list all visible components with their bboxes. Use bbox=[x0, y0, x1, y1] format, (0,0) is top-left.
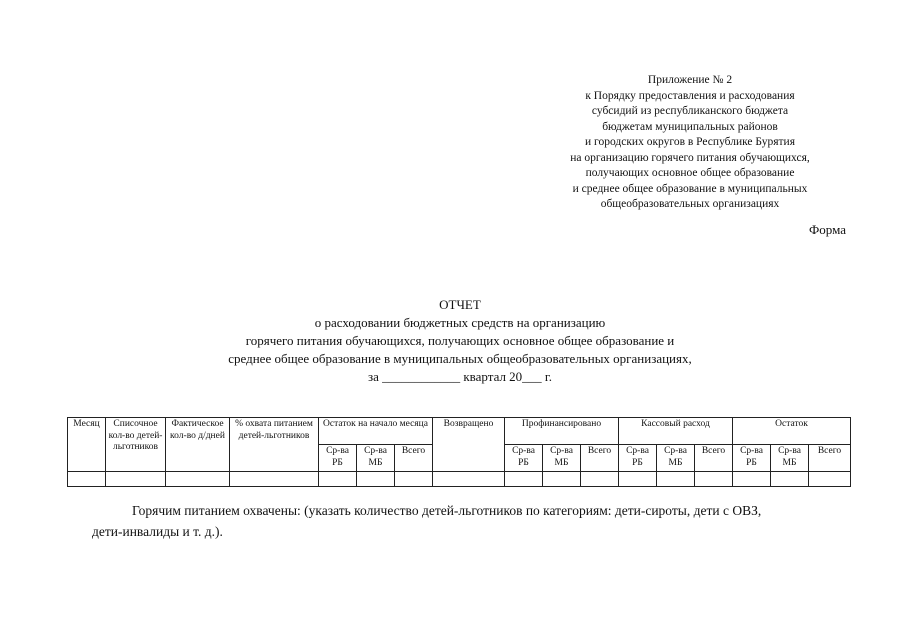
report-table bbox=[67, 417, 851, 487]
appendix-line: на организацию горячего питания обучающихся, bbox=[570, 151, 810, 164]
table-cell[interactable] bbox=[505, 472, 543, 487]
report-subtitle-line: среднее общее образование в муниципальных общеобразовательных организациях, bbox=[228, 351, 692, 366]
table-cell[interactable] bbox=[809, 472, 851, 487]
table-cell[interactable] bbox=[68, 472, 106, 487]
appendix-line: субсидий из республиканского бюджета bbox=[591, 105, 789, 117]
appendix-line: Приложение № 2 bbox=[647, 74, 733, 86]
header-balance-start: Остаток на начало месяца bbox=[319, 418, 433, 445]
header-month: Месяц bbox=[68, 418, 106, 472]
subheader-rb: Ср-ва РБ bbox=[505, 445, 543, 472]
header-balance: Остаток bbox=[733, 418, 851, 445]
subheader-rb: Ср-ва РБ bbox=[319, 445, 357, 472]
appendix-block bbox=[540, 73, 840, 213]
table-cell[interactable] bbox=[319, 472, 357, 487]
report-subtitle-line: горячего питания обучающихся, получающих основное общее образование и bbox=[245, 333, 675, 348]
table-cell[interactable] bbox=[581, 472, 619, 487]
subheader-total: Всего bbox=[395, 445, 433, 472]
table-cell[interactable] bbox=[733, 472, 771, 487]
table-cell[interactable] bbox=[433, 472, 505, 487]
subheader-total: Всего bbox=[809, 445, 851, 472]
subheader-mb: Ср-ва МБ bbox=[543, 445, 581, 472]
table-cell[interactable] bbox=[106, 472, 166, 487]
report-title-block bbox=[150, 296, 770, 386]
table-cell[interactable] bbox=[357, 472, 395, 487]
subheader-mb: Ср-ва МБ bbox=[657, 445, 695, 472]
header-list-count: Списочное кол-во детей-льготников bbox=[106, 418, 166, 472]
subheader-mb: Ср-ва МБ bbox=[771, 445, 809, 472]
report-period-line: за ____________ квартал 20___ г. bbox=[367, 369, 553, 384]
table-cell[interactable] bbox=[166, 472, 230, 487]
header-actual-count: Фактическое кол-во д/дней bbox=[166, 418, 230, 472]
table-cell[interactable] bbox=[543, 472, 581, 487]
appendix-line: и среднее общее образование в муниципальных bbox=[572, 182, 808, 195]
footer-line: Горячим питанием охвачены: (указать количество детей-льготников по категориям: дети-сироты, дети с ОВЗ, bbox=[132, 503, 762, 518]
table-row bbox=[68, 472, 851, 487]
table-cell[interactable] bbox=[395, 472, 433, 487]
subheader-total: Всего bbox=[581, 445, 619, 472]
subheader-total: Всего bbox=[695, 445, 733, 472]
header-financed: Профинансировано bbox=[505, 418, 619, 445]
header-coverage: % охвата питанием детей-льготников bbox=[230, 418, 319, 472]
appendix-line: получающих основное общее образование bbox=[585, 167, 795, 179]
table-header-row bbox=[68, 418, 851, 445]
appendix-line: к Порядку предоставления и расходования bbox=[585, 89, 795, 102]
appendix-line: общеобразовательных организациях bbox=[600, 198, 780, 210]
subheader-mb: Ср-ва МБ bbox=[357, 445, 395, 472]
form-label: Форма bbox=[809, 222, 846, 237]
report-title: ОТЧЕТ bbox=[439, 297, 481, 312]
report-subtitle-line: о расходовании бюджетных средств на организацию bbox=[314, 315, 606, 330]
subheader-rb: Ср-ва РБ bbox=[619, 445, 657, 472]
appendix-line: бюджетам муниципальных районов bbox=[602, 120, 778, 133]
header-returned: Возвращено bbox=[433, 418, 505, 472]
table-cell[interactable] bbox=[657, 472, 695, 487]
header-cash-expense: Кассовый расход bbox=[619, 418, 733, 445]
table-cell[interactable] bbox=[230, 472, 319, 487]
footer-line: дети-инвалиды и т. д.). bbox=[92, 524, 223, 539]
table-cell[interactable] bbox=[695, 472, 733, 487]
table-cell[interactable] bbox=[619, 472, 657, 487]
footer-note bbox=[92, 500, 852, 542]
subheader-rb: Ср-ва РБ bbox=[733, 445, 771, 472]
table-cell[interactable] bbox=[771, 472, 809, 487]
appendix-line: и городских округов в Республике Бурятия bbox=[585, 136, 795, 148]
